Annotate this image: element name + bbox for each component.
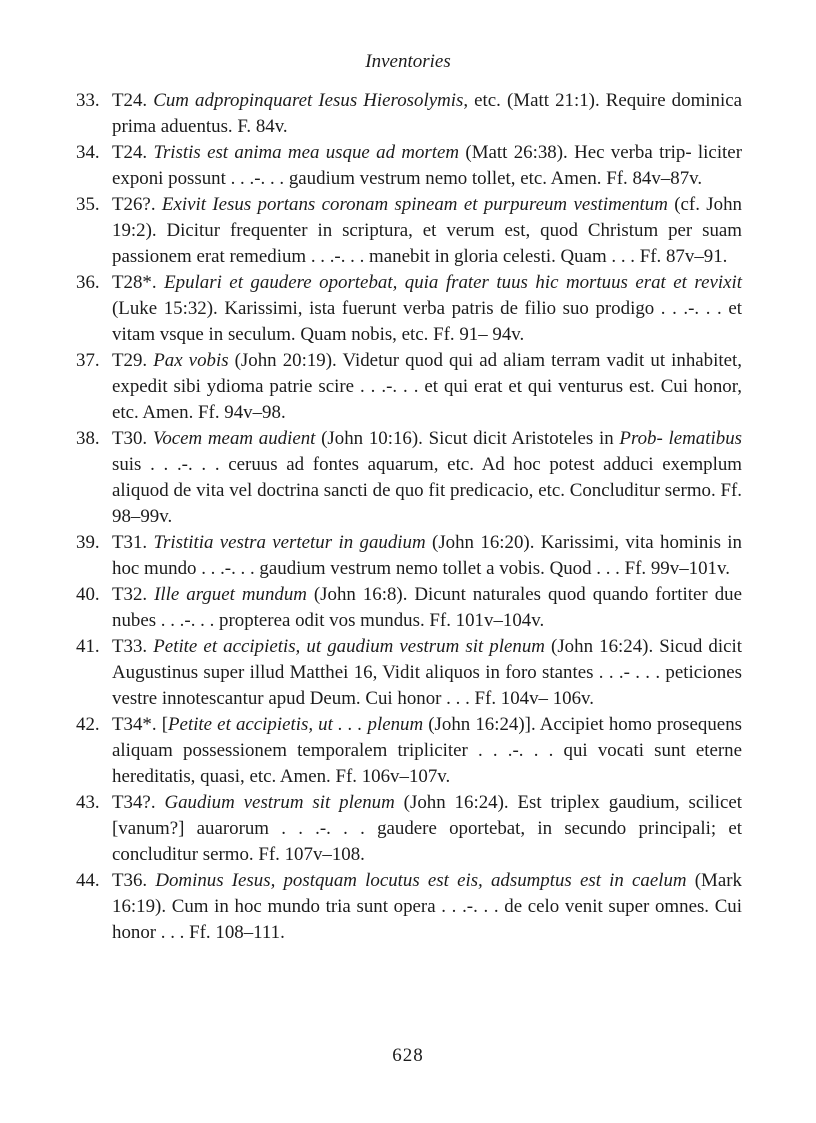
entry-text: T30. Vocem meam audient (John 10:16). Sicut dicit Aristoteles in Prob- lematibus suis . . .-. . . ceruus ad fontes aquarum, etc. Ad hoc potest adduci exemplum aliquod de vita vel doctrina sancti de quo fit predicacio, etc. Concluditur sermo. Ff. 98–99v. xyxy=(112,428,742,527)
entry-list xyxy=(76,88,742,946)
inventory-entry xyxy=(76,270,742,348)
entry-text: T29. Pax vobis (John 20:19). Videtur quod qui ad aliam terram vadit ut inhabitet, expedit sibi ydioma patrie scire . . .-. . . et qui erat et qui venturus est. Cui honor, etc. Amen. Ff. 94v–98. xyxy=(112,350,742,423)
entry-number: 38. xyxy=(76,428,100,449)
entry-number: 37. xyxy=(76,350,100,371)
entry-number: 40. xyxy=(76,584,100,605)
entry-text: T28*. Epulari et gaudere oportebat, quia frater tuus hic mortuus erat et revixit (Luke 15:32). Karissimi, ista fuerunt verba patris de filio suo prodigo . . .-. . . et vitam vsque in seculum. Quam nobis, etc. Ff. 91– 94v. xyxy=(112,272,742,345)
entry-text: T31. Tristitia vestra vertetur in gaudium (John 16:20). Karissimi, vita hominis in hoc mundo . . .-. . . gaudium vestrum nemo tollet a vobis. Quod . . . Ff. 99v–101v. xyxy=(112,532,742,579)
inventory-entry xyxy=(76,790,742,868)
entry-number: 33. xyxy=(76,90,100,111)
entry-number: 39. xyxy=(76,532,100,553)
inventory-entry xyxy=(76,426,742,530)
inventory-entry xyxy=(76,192,742,270)
entry-number: 34. xyxy=(76,142,100,163)
entry-text: T26?. Exivit Iesus portans coronam spineam et purpureum vestimentum (cf. John 19:2). Dicitur frequenter in scriptura, et verum est, quod Christum per suam passionem erat remedium . . .-. . . manebit in gloria celesti. Quam . . . Ff. 87v–91. xyxy=(112,194,742,267)
entry-text: T32. Ille arguet mundum (John 16:8). Dicunt naturales quod quando fortiter due nubes . . .-. . . propterea odit vos mundus. Ff. 101v–104v. xyxy=(112,584,742,631)
entry-number: 44. xyxy=(76,870,100,891)
entry-number: 42. xyxy=(76,714,100,735)
entry-text: T34*. [Petite et accipietis, ut . . . plenum (John 16:24)]. Accipiet homo prosequens aliquam possessionem temporalem tripliciter . . .-. . . qui vocati sunt eterne hereditatis, quasi, etc. Amen. Ff. 106v–107v. xyxy=(112,714,742,787)
inventory-entry xyxy=(76,712,742,790)
inventory-entry xyxy=(76,140,742,192)
inventory-entry xyxy=(76,88,742,140)
entry-number: 41. xyxy=(76,636,100,657)
entry-number: 36. xyxy=(76,272,100,293)
inventory-entry xyxy=(76,634,742,712)
inventory-entry xyxy=(76,582,742,634)
entry-text: T34?. Gaudium vestrum sit plenum (John 16:24). Est triplex gaudium, scilicet [vanum?] auarorum . . .-. . . gaudere oportebat, in secundo principali; et concluditur sermo. Ff. 107v–108. xyxy=(112,792,743,865)
inventory-entry xyxy=(76,868,742,946)
entry-text: T36. Dominus Iesus, postquam locutus est eis, adsumptus est in caelum (Mark 16:19). Cum in hoc mundo tria sunt opera . . .-. . . de celo venit super omnes. Cui honor . . . Ff. 108–111. xyxy=(112,870,742,943)
running-head: Inventories xyxy=(365,51,451,72)
entry-text: T24. Cum adpropinquaret Iesus Hierosolymis, etc. (Matt 21:1). Require dominica prima aduentus. F. 84v. xyxy=(112,90,742,137)
entry-number: 35. xyxy=(76,194,100,215)
entry-text: T24. Tristis est anima mea usque ad mortem (Matt 26:38). Hec verba trip- liciter exponi possunt . . .-. . . gaudium vestrum nemo tollet, etc. Amen. Ff. 84v–87v. xyxy=(112,142,742,189)
inventory-entry xyxy=(76,348,742,426)
entry-text: T33. Petite et accipietis, ut gaudium vestrum sit plenum (John 16:24). Sicud dicit Augustinus super illud Matthei 16, Vidit aliquos in foro stantes . . .- . . . peticiones vestre innotescantur apud Deum. Cui honor . . . Ff. 104v– 106v. xyxy=(112,636,742,709)
entry-number: 43. xyxy=(76,792,100,813)
inventory-entry xyxy=(76,530,742,582)
page-number: 628 xyxy=(392,1045,424,1066)
